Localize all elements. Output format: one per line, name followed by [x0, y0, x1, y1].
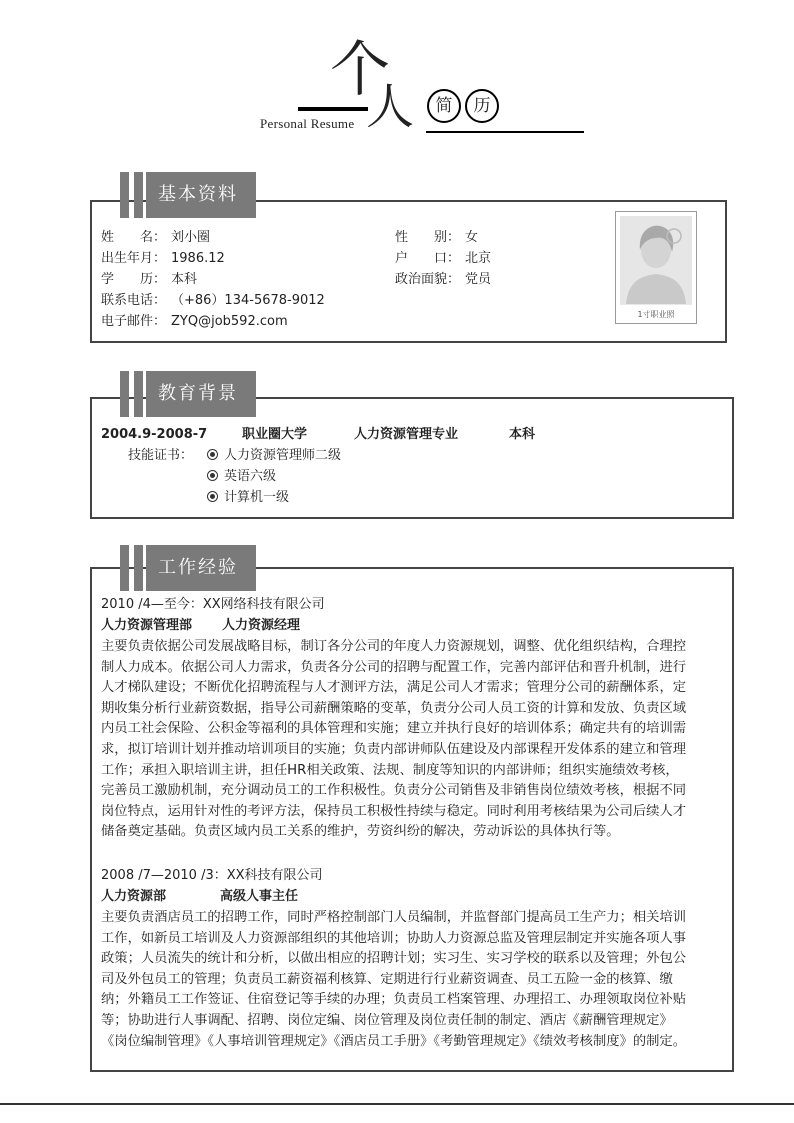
phone-value: （+86）134-5678-9012 — [171, 293, 325, 308]
edu-period: 2004.9-2008-7 — [101, 427, 208, 442]
politics-label: 政治面貌： — [395, 272, 461, 287]
job-line: 制人力成本。依据公司人力需求，负责各分公司的招聘与配置工作，完善内部评估和晋升机制，进行 — [101, 659, 687, 675]
page-bottom-rule — [0, 1103, 794, 1105]
edu-label: 学 历： — [101, 272, 167, 287]
cert-item: 计算机一级 — [207, 489, 289, 507]
job-line: 等；协助进行人事调配、招聘、岗位定编、岗位管理及岗位责任制的制定、酒店《薪酬管理规定》 — [101, 1012, 673, 1028]
cert-item: 人力资源管理师二级 — [207, 447, 341, 465]
birth-label: 出生年月： — [101, 251, 167, 266]
title-char-ren: 人 — [366, 79, 415, 135]
photo-caption: 1寸职业照 — [637, 310, 675, 319]
name-value: 刘小圈 — [171, 230, 211, 245]
job-line: 求，拟订培训计划并推动培训项目的实施；负责内部讲师队伍建设及内部课程开发体系的建立和管理 — [101, 741, 687, 757]
job-title: 高级人事主任 — [220, 889, 299, 904]
bullet-icon — [207, 491, 218, 502]
edu-value: 本科 — [171, 272, 198, 287]
subtitle-english: Personal Resume — [260, 116, 355, 131]
job-line: 司及外包员工的管理；负责员工薪资福利核算、定期进行行业薪资调查、员工五险一金的核算、缴 — [101, 971, 673, 987]
job-line: 纳；外籍员工工作签证、住宿登记等手续的办理；负责员工档案管理、办理招工、办理领取岗位补贴 — [101, 992, 687, 1008]
section-title-education: 教育背景 — [146, 371, 256, 417]
profile-photo — [615, 211, 697, 324]
job-line: 主要负责酒店员工的招聘工作，同时严格控制部门人员编制，并监督部门提高员工生产力；相关培训 — [101, 910, 687, 925]
job-header: 2010 /4—至今：XX网络科技有限公司 — [101, 597, 325, 612]
name-label: 姓 名： — [101, 230, 167, 245]
job-dept: 人力资源部 — [101, 889, 167, 904]
job-line: 储备奠定基础。负责区域内员工关系的维护，劳资纠纷的解决，劳动诉讼的具体执行等。 — [101, 824, 620, 840]
bullet-icon — [207, 449, 218, 460]
job-header: 2008 /7—2010 /3：XX科技有限公司 — [101, 868, 323, 883]
politics-value: 党员 — [465, 272, 492, 287]
section-stripe — [134, 172, 143, 218]
section-stripe — [120, 371, 129, 417]
job-title: 人力资源经理 — [222, 618, 301, 633]
title-underline-right — [426, 131, 584, 133]
hukou-label: 户 口： — [395, 251, 461, 266]
job-line: 内员工社会保险、公积金等福利的具体管理和实施；建立并执行良好的培训体系；确定共有的培训需 — [101, 721, 687, 737]
title-char-ge: 个 — [330, 35, 390, 105]
job-line: 主要负责依据公司发展战略目标，制订各分公司的年度人力资源规划，调整、优化组织结构，合理控 — [101, 639, 687, 654]
gender-label: 性 别： — [395, 230, 461, 245]
title-char-li: 历 — [465, 89, 499, 123]
edu-degree: 本科 — [509, 427, 536, 442]
job-description — [101, 637, 686, 843]
job-line: 岗位特点，运用针对性的考评方法，保持员工积极性持续与稳定。同时利用考核结果为公司后续人才 — [101, 803, 687, 819]
section-stripe — [120, 172, 129, 218]
job-line: 工作，如新员工培训及人力资源部组织的其他培训；协助人力资源总监及管理层制定并实施各项人事 — [101, 930, 687, 946]
phone-label: 联系电话： — [101, 293, 167, 308]
avatar-icon — [620, 216, 692, 305]
section-stripe — [134, 371, 143, 417]
job-line: 《岗位编制管理》《人事培训管理规定》《酒店员工手册》《考勤管理规定》《绩效考核制度》的制定。 — [101, 1033, 687, 1049]
cert-label: 技能证书： — [128, 448, 194, 463]
job-line: 工作；承担入职培训主讲，担任HR相关政策、法规、制度等知识的内部讲师；组织实施绩效考核， — [101, 762, 679, 778]
title-char-jian: 简 — [427, 89, 461, 123]
job-description — [101, 908, 686, 1052]
job-line: 完善员工激励机制，充分调动员工的工作积极性。负责分公司销售及非销售岗位绩效考核，根据不同 — [101, 783, 687, 799]
edu-major: 人力资源管理专业 — [354, 427, 459, 442]
birth-value: 1986.12 — [171, 251, 225, 266]
edu-school: 职业圈大学 — [242, 427, 308, 442]
hukou-value: 北京 — [465, 251, 492, 266]
job-line: 政策；人员流失的统计和分析，以做出相应的招聘计划；实习生、实习学校的联系以及管理；外包公 — [101, 951, 687, 967]
section-title-work: 工作经验 — [146, 545, 256, 591]
email-label: 电子邮件： — [101, 314, 167, 329]
email-value: ZYQ@job592.com — [171, 314, 288, 329]
gender-value: 女 — [465, 230, 479, 245]
section-title-basic: 基本资料 — [146, 172, 256, 218]
section-stripe — [134, 545, 143, 591]
bullet-icon — [207, 470, 218, 481]
cert-item: 英语六级 — [207, 468, 276, 486]
section-stripe — [120, 545, 129, 591]
job-line: 人才梯队建设；不断优化招聘流程与人才测评方法，满足公司人才需求；管理分公司的薪酬体系，定 — [101, 680, 687, 696]
job-line: 期收集分析行业薪资数据，指导公司薪酬策略的变革，负责分公司人员工资的计算和发放、负责区域 — [101, 700, 687, 716]
job-dept: 人力资源管理部 — [101, 618, 193, 633]
title-underline-left — [298, 107, 368, 111]
